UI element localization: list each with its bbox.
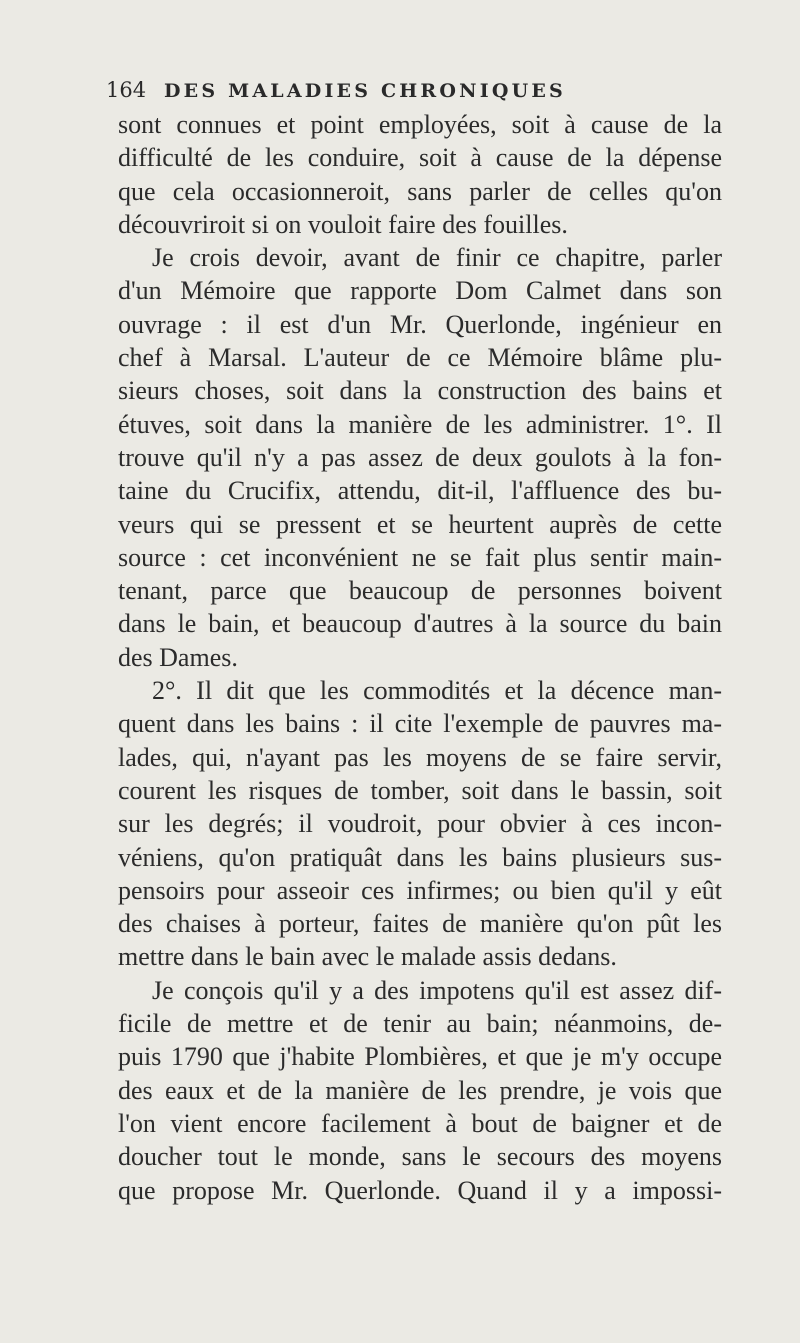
body-text — [118, 108, 722, 1207]
text-line: l'on vient encore facilement à bout de baigner et de — [118, 1108, 722, 1138]
text-line: ficile de mettre et de tenir au bain; néanmoins, de- — [118, 1009, 722, 1039]
text-line: chef à Marsal. L'auteur de ce Mémoire blâme plu- — [118, 343, 722, 373]
running-title: DES MALADIES CHRONIQUES — [164, 80, 566, 102]
text-line: taine du Crucifix, attendu, dit-il, l'affluence des bu- — [118, 476, 722, 506]
text-line: des eaux et de la manière de les prendre, je vois que — [118, 1075, 722, 1105]
running-header — [106, 78, 718, 102]
text-line: découvriroit si on vouloit faire des fouilles. — [118, 209, 568, 239]
text-line: courent les risques de tomber, soit dans le bassin, soit — [118, 775, 722, 805]
text-line: mettre dans le bain avec le malade assis dedans. — [118, 942, 617, 972]
text-line: puis 1790 que j'habite Plombières, et que je m'y occupe — [118, 1042, 722, 1072]
text-line: difficulté de les conduire, soit à cause de la dépense — [118, 143, 722, 173]
page-number: 164 — [106, 78, 147, 102]
text-line: sont connues et point employées, soit à cause de la — [118, 110, 722, 139]
text-line: que cela occasionneroit, sans parler de celles qu'on — [118, 176, 722, 206]
text-line: véniens, qu'on pratiquât dans les bains plusieurs sus- — [118, 842, 722, 872]
text-line: trouve qu'il n'y a pas assez de deux goulots à la fon- — [118, 442, 722, 472]
text-line: sieurs choses, soit dans la construction des bains et — [118, 376, 722, 406]
text-line: tenant, parce que beaucoup de personnes boivent — [118, 576, 722, 606]
text-line: des Dames. — [118, 642, 238, 672]
text-line: pensoirs pour asseoir ces infirmes; ou bien qu'il y eût — [118, 875, 722, 905]
text-line: étuves, soit dans la manière de les administrer. 1°. Il — [118, 409, 722, 439]
text-line: des chaises à porteur, faites de manière qu'on pût les — [118, 909, 722, 939]
text-line: quent dans les bains : il cite l'exemple de pauvres ma- — [118, 709, 722, 739]
text-line: ouvrage : il est d'un Mr. Querlonde, ingénieur en — [118, 309, 722, 339]
text-line: doucher tout le monde, sans le secours des moyens — [118, 1142, 722, 1172]
text-line: lades, qui, n'ayant pas les moyens de se faire servir, — [118, 742, 722, 772]
text-line: sur les degrés; il voudroit, pour obvier à ces incon- — [118, 809, 722, 839]
text-line: Je crois devoir, avant de finir ce chapitre, parler — [152, 243, 722, 273]
text-line: Je conçois qu'il y a des impotens qu'il est assez dif- — [152, 975, 722, 1005]
text-line: veurs qui se pressent et se heurtent auprès de cette — [118, 509, 722, 539]
text-line: d'un Mémoire que rapporte Dom Calmet dans son — [118, 276, 722, 306]
text-line: que propose Mr. Querlonde. Quand il y a impossi- — [118, 1175, 722, 1205]
text-line: source : cet inconvénient ne se fait plus sentir main- — [118, 542, 722, 572]
text-line: 2°. Il dit que les commodités et la décence man- — [152, 676, 722, 706]
text-line: dans le bain, et beaucoup d'autres à la source du bain — [118, 609, 722, 639]
